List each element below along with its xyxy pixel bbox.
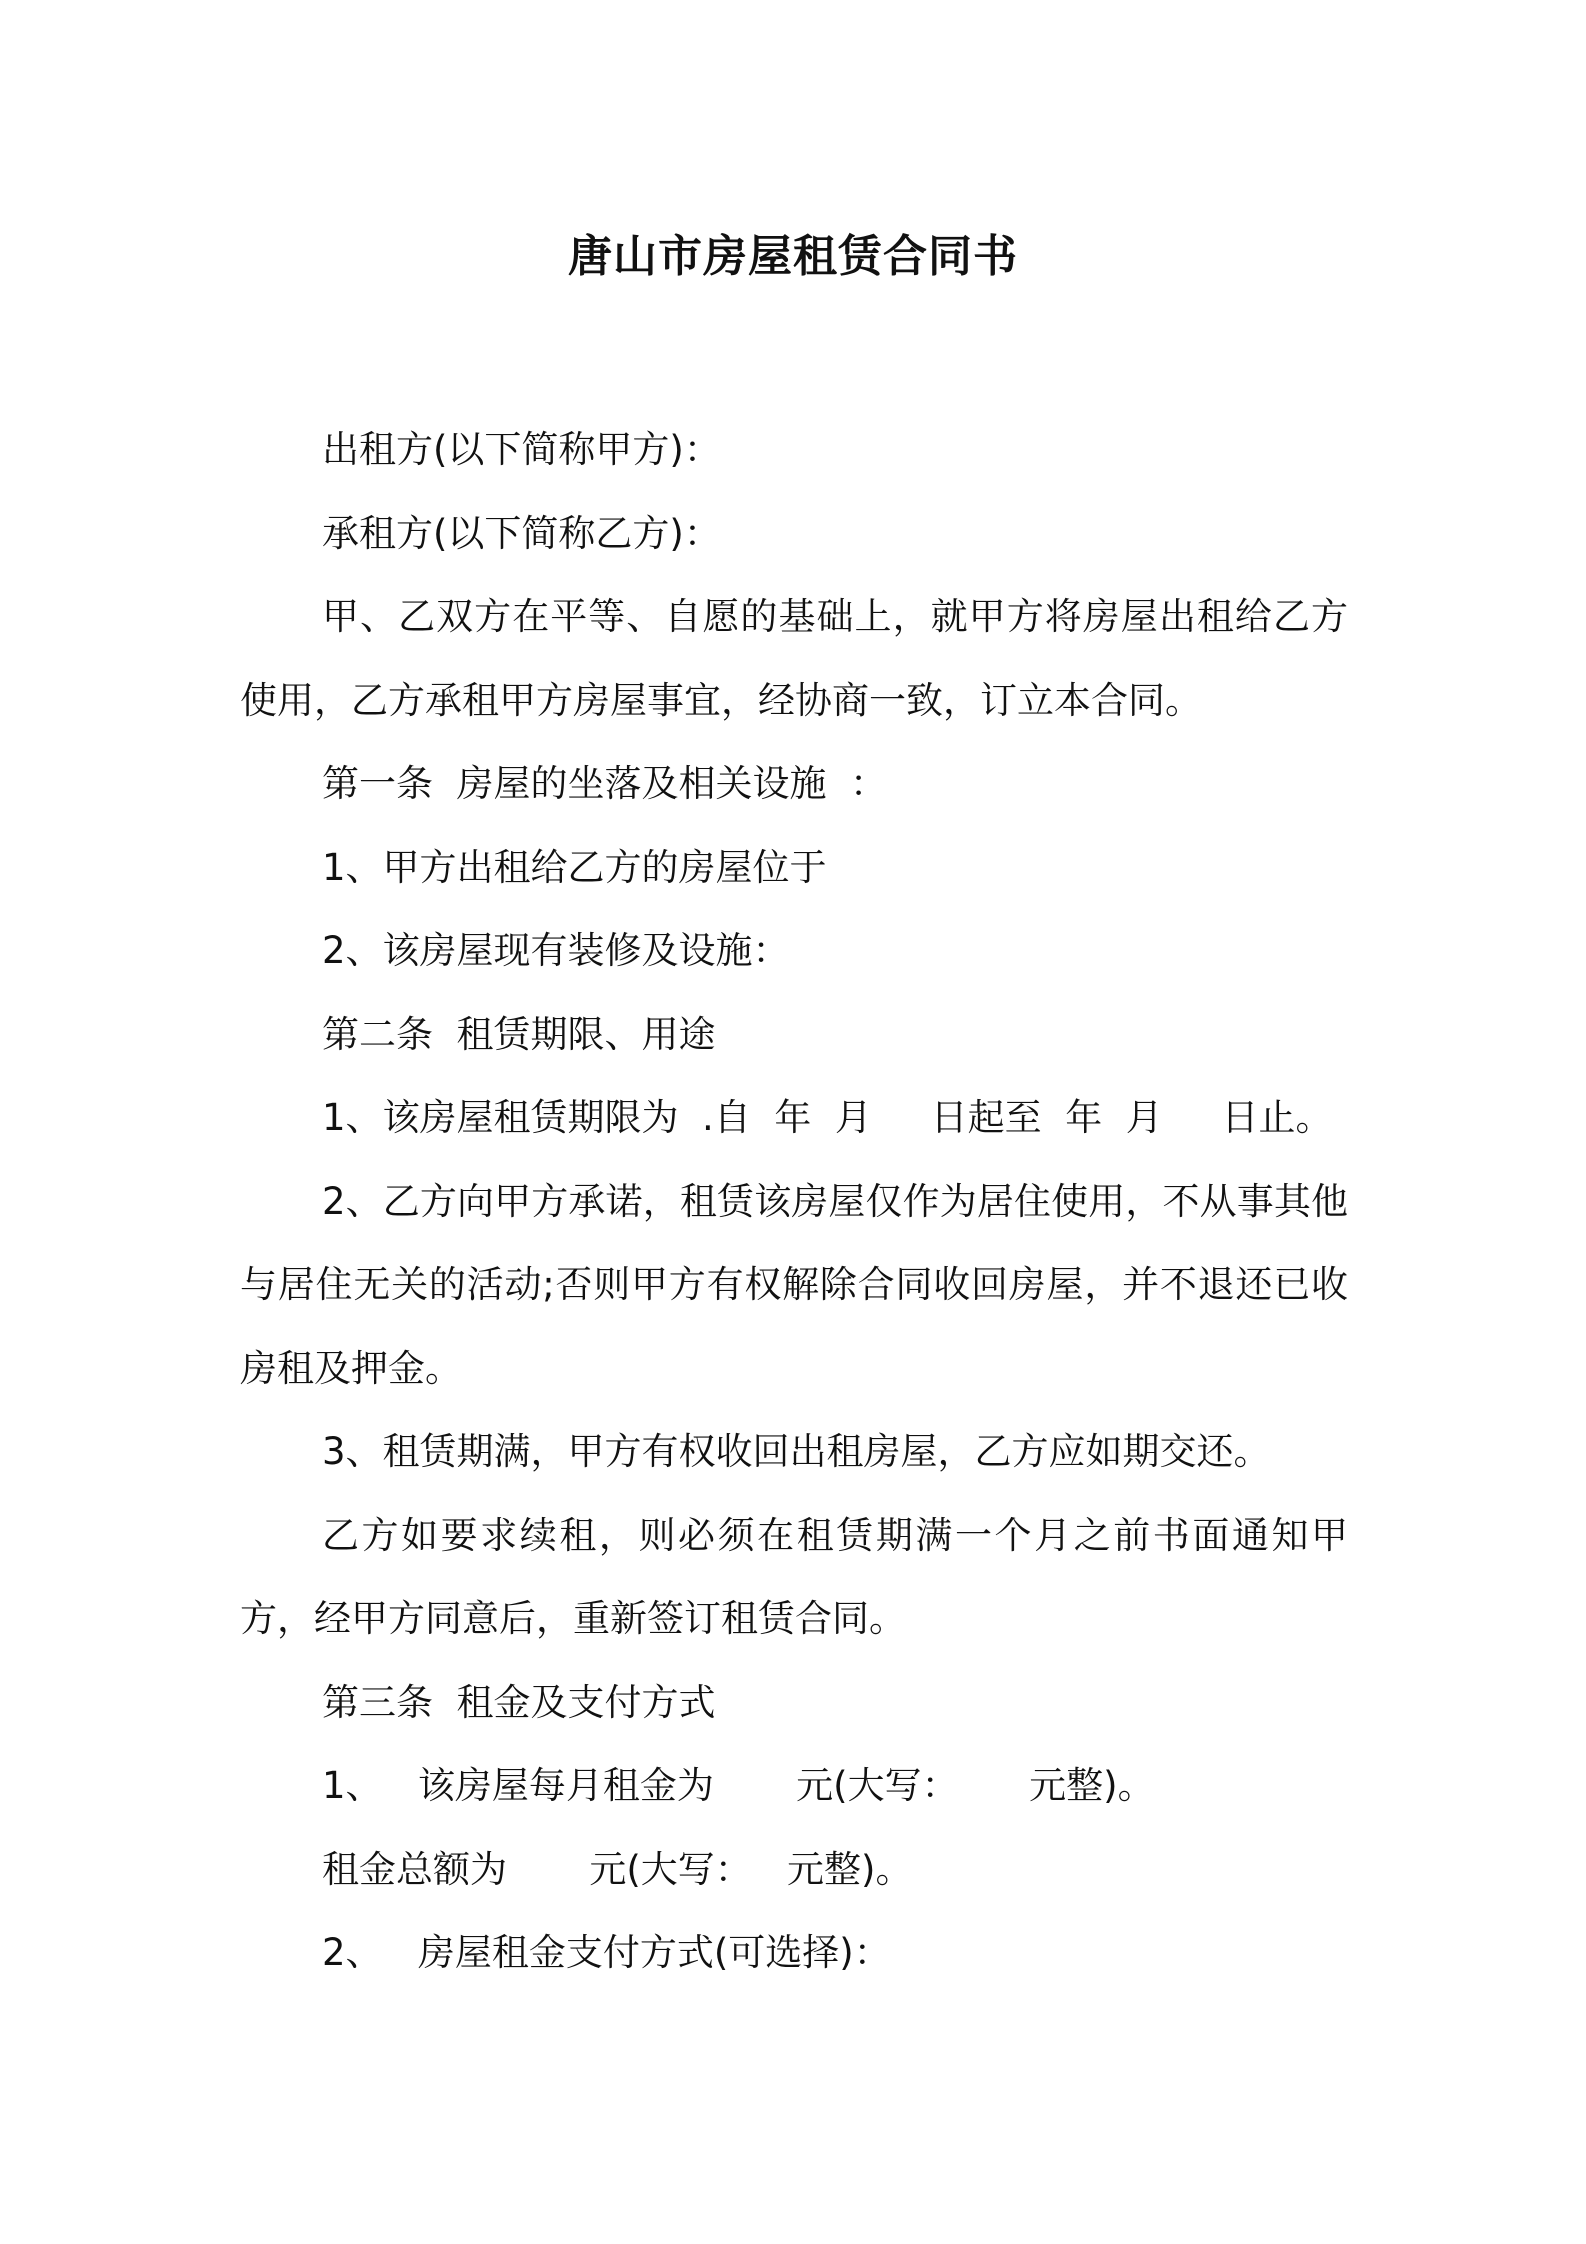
article-1-clause-2: 2、该房屋现有装修及设施： [322, 929, 790, 972]
article-1-clause-1: 1、甲方出租给乙方的房屋位于 [322, 845, 827, 889]
lessee-line: 承租方(以下简称乙方)： [322, 511, 721, 555]
article-2-clause-2: 2、乙方向甲方承诺，租赁该房屋仅作为居住使用，不从事其他与居住无关的活动;否则甲方有权解除合同收回房屋，并不退还已收房租及押金。 [240, 1179, 1348, 1390]
article-1-heading: 第一条 房屋的坐落及相关设施 ： [322, 762, 888, 805]
article-2-clause-1: 1、该房屋租赁期限为 .自 年 月 日起至 年 月 日止。 [322, 1096, 1333, 1139]
article-2-heading: 第二条 租赁期限、用途 [322, 1012, 716, 1056]
document-body [240, 408, 1348, 1995]
article-3-clause-1: 1、 该房屋每月租金为 元(大写： 元整)。 [322, 1764, 1155, 1807]
lessor-line: 出租方(以下简称甲方)： [322, 428, 721, 471]
document-title: 唐山市房屋租赁合同书 [568, 231, 1018, 282]
article-3-total-rent: 租金总额为 元(大写： 元整)。 [322, 1847, 913, 1891]
article-2-clause-3: 3、租赁期满，甲方有权收回出租房屋，乙方应如期交还。 [322, 1430, 1271, 1473]
article-2-renewal-paragraph: 乙方如要求续租，则必须在租赁期满一个月之前书面通知甲方，经甲方同意后，重新签订租赁合同。 [240, 1513, 1348, 1640]
article-3-clause-2: 2、 房屋租金支付方式(可选择)： [322, 1931, 891, 1974]
article-3-heading: 第三条 租金及支付方式 [322, 1680, 716, 1724]
preamble-paragraph: 甲、乙双方在平等、自愿的基础上，就甲方将房屋出租给乙方使用，乙方承租甲方房屋事宜，经协商一致，订立本合同。 [240, 595, 1348, 722]
